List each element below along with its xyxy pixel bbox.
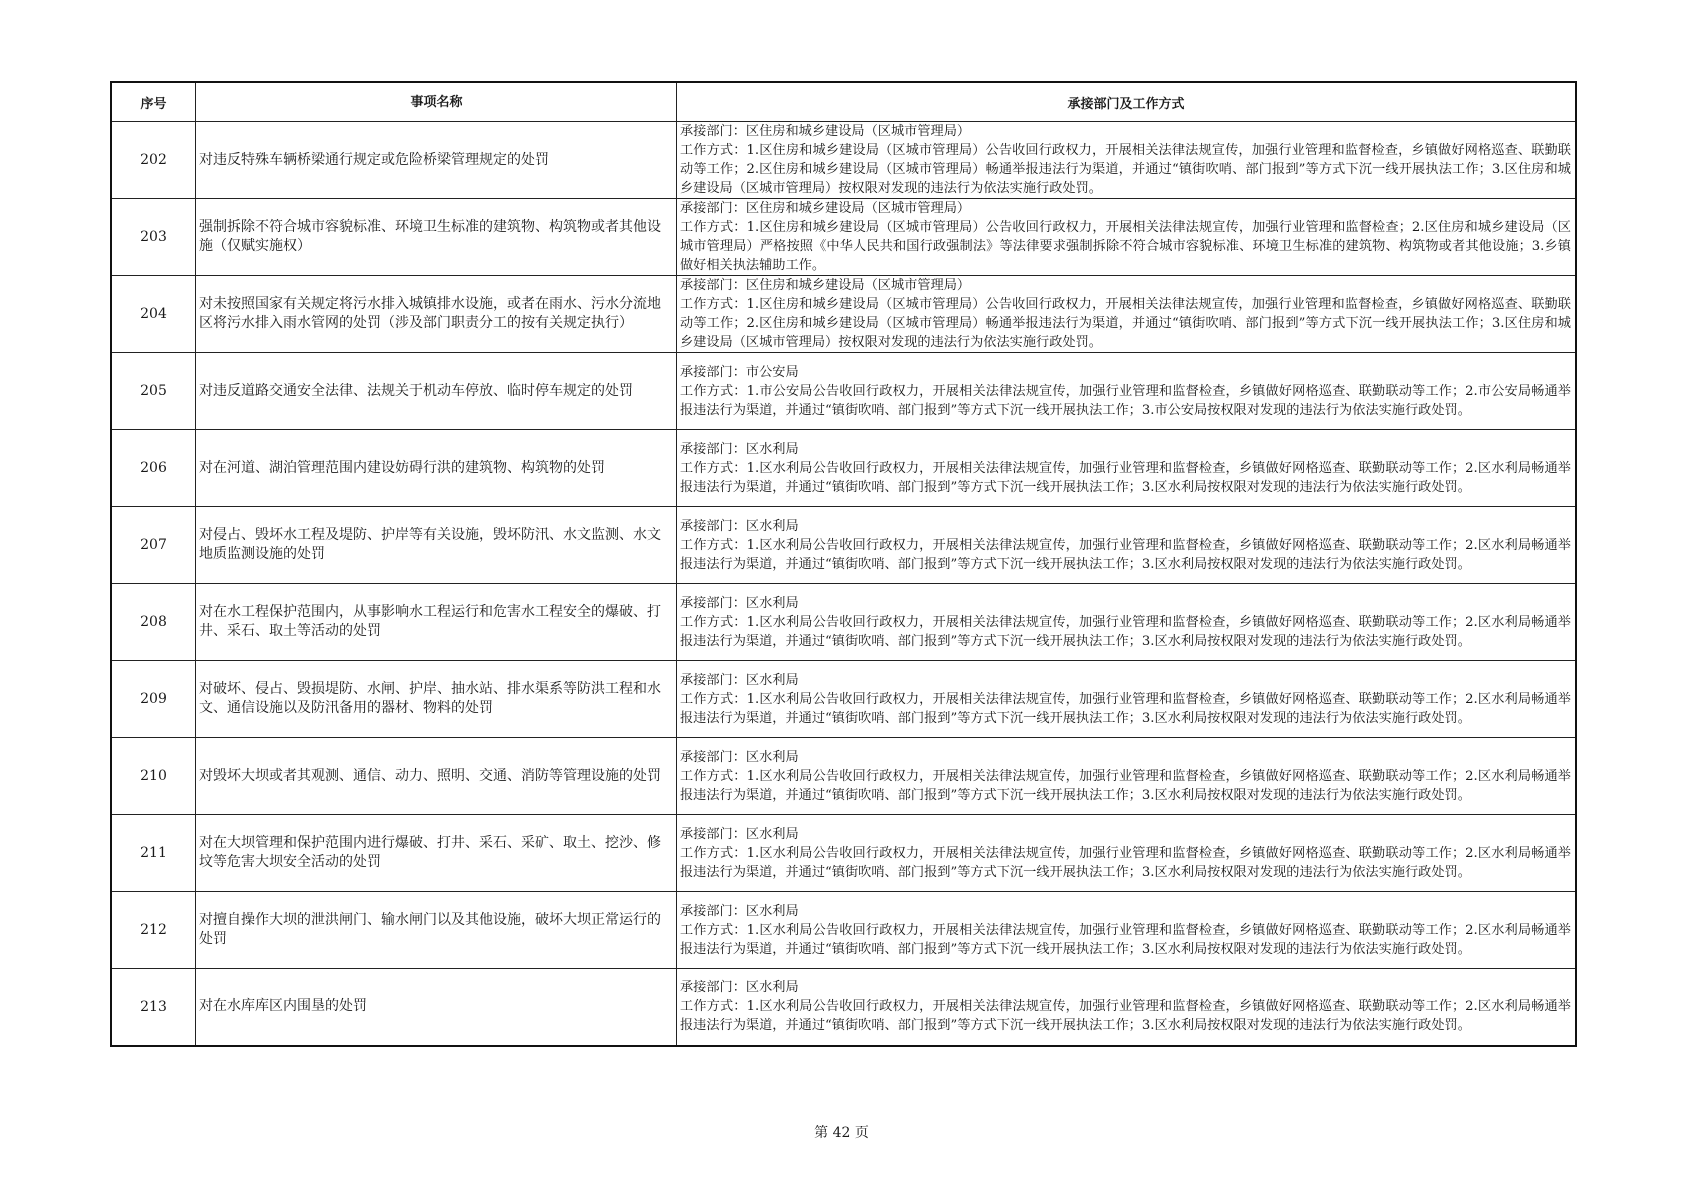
receiving-department: 承接部门：区住房和城乡建设局（区城市管理局） — [680, 201, 971, 216]
row-item-name: 对在水工程保护范围内，从事影响水工程运行和危害水工程安全的爆破、打井、采石、取土等活动的处罚 — [196, 584, 677, 661]
table-row — [111, 738, 1576, 815]
working-method: 工作方式：1.区住房和城乡建设局（区城市管理局）公告收回行政权力，开展相关法律法规宣传，加强行业管理和监督检查；2.区住房和城乡建设局（区城市管理局）严格按照《中华人民共和国行政强制法》等法律要求强制拆除不符合城市容貌标准、环境卫生标准的建筑物、构筑物或者其他设施；3.乡镇做好相关执法辅助工作。 — [680, 220, 1571, 273]
working-method: 工作方式：1.区住房和城乡建设局（区城市管理局）公告收回行政权力，开展相关法律法规宣传，加强行业管理和监督检查，乡镇做好网格巡查、联勤联动等工作；2.区住房和城乡建设局（区城市管理局）畅通举报违法行为渠道，并通过“镇街吹哨、部门报到”等方式下沉一线开展执法工作；3.区住房和城乡建设局（区城市管理局）按权限对发现的违法行为依法实施行政处罚。 — [680, 143, 1571, 196]
row-serial-number: 206 — [111, 430, 196, 507]
row-item-name: 对违反特殊车辆桥梁通行规定或危险桥梁管理规定的处罚 — [196, 122, 677, 199]
matters-table — [110, 81, 1577, 1047]
row-department-method — [677, 507, 1577, 584]
receiving-department: 承接部门：区水利局 — [680, 672, 799, 688]
table-row — [111, 122, 1576, 199]
receiving-department: 承接部门：区水利局 — [680, 980, 799, 996]
row-serial-number: 202 — [111, 122, 196, 199]
header-department-method: 承接部门及工作方式 — [677, 82, 1577, 122]
row-department-method — [677, 738, 1577, 815]
row-item-name: 对违反道路交通安全法律、法规关于机动车停放、临时停车规定的处罚 — [196, 353, 677, 430]
row-department-method — [677, 969, 1577, 1046]
row-item-name: 对在水库库区内围垦的处罚 — [196, 969, 677, 1046]
receiving-department: 承接部门：市公安局 — [680, 364, 799, 380]
receiving-department: 承接部门：区水利局 — [680, 903, 799, 919]
row-serial-number: 205 — [111, 353, 196, 430]
working-method: 工作方式：1.区水利局公告收回行政权力，开展相关法律法规宣传，加强行业管理和监督检查，乡镇做好网格巡查、联勤联动等工作；2.区水利局畅通举报违法行为渠道，并通过“镇街吹哨、部门报到”等方式下沉一线开展执法工作；3.区水利局按权限对发现的违法行为依法实施行政处罚。 — [680, 922, 1571, 957]
working-method: 工作方式：1.区水利局公告收回行政权力，开展相关法律法规宣传，加强行业管理和监督检查，乡镇做好网格巡查、联勤联动等工作；2.区水利局畅通举报违法行为渠道，并通过“镇街吹哨、部门报到”等方式下沉一线开展执法工作；3.区水利局按权限对发现的违法行为依法实施行政处罚。 — [680, 845, 1571, 880]
table-row — [111, 507, 1576, 584]
table-row — [111, 353, 1576, 430]
table-row — [111, 969, 1576, 1046]
row-department-method — [677, 430, 1577, 507]
row-department-method — [677, 584, 1577, 661]
row-serial-number: 208 — [111, 584, 196, 661]
row-department-method — [677, 892, 1577, 969]
row-serial-number: 207 — [111, 507, 196, 584]
row-department-method — [677, 122, 1577, 199]
receiving-department: 承接部门：区水利局 — [680, 441, 799, 457]
table-row — [111, 430, 1576, 507]
table-body — [111, 122, 1576, 1046]
page-number: 第 42 页 — [814, 1125, 869, 1141]
receiving-department: 承接部门：区水利局 — [680, 826, 799, 842]
table-row — [111, 276, 1576, 353]
table-row — [111, 815, 1576, 892]
receiving-department: 承接部门：区水利局 — [680, 595, 799, 611]
working-method: 工作方式：1.区水利局公告收回行政权力，开展相关法律法规宣传，加强行业管理和监督检查，乡镇做好网格巡查、联勤联动等工作；2.区水利局畅通举报违法行为渠道，并通过“镇街吹哨、部门报到”等方式下沉一线开展执法工作；3.区水利局按权限对发现的违法行为依法实施行政处罚。 — [680, 768, 1571, 803]
row-serial-number: 213 — [111, 969, 196, 1046]
row-serial-number: 210 — [111, 738, 196, 815]
working-method: 工作方式：1.区住房和城乡建设局（区城市管理局）公告收回行政权力，开展相关法律法规宣传，加强行业管理和监督检查，乡镇做好网格巡查、联勤联动等工作；2.区住房和城乡建设局（区城市管理局）畅通举报违法行为渠道，并通过“镇街吹哨、部门报到”等方式下沉一线开展执法工作；3.区住房和城乡建设局（区城市管理局）按权限对发现的违法行为依法实施行政处罚。 — [680, 297, 1571, 350]
row-serial-number: 209 — [111, 661, 196, 738]
row-department-method — [677, 661, 1577, 738]
row-item-name: 对破坏、侵占、毁损堤防、水闸、护岸、抽水站、排水渠系等防洪工程和水文、通信设施以及防汛备用的器材、物料的处罚 — [196, 661, 677, 738]
row-department-method — [677, 276, 1577, 353]
table-row — [111, 892, 1576, 969]
working-method: 工作方式：1.区水利局公告收回行政权力，开展相关法律法规宣传，加强行业管理和监督检查，乡镇做好网格巡查、联勤联动等工作；2.区水利局畅通举报违法行为渠道，并通过“镇街吹哨、部门报到”等方式下沉一线开展执法工作；3.区水利局按权限对发现的违法行为依法实施行政处罚。 — [680, 537, 1571, 572]
receiving-department: 承接部门：区住房和城乡建设局（区城市管理局） — [680, 278, 971, 293]
row-item-name: 对在大坝管理和保护范围内进行爆破、打井、采石、采矿、取土、挖沙、修坟等危害大坝安全活动的处罚 — [196, 815, 677, 892]
row-department-method — [677, 199, 1577, 276]
receiving-department: 承接部门：区住房和城乡建设局（区城市管理局） — [680, 124, 971, 139]
receiving-department: 承接部门：区水利局 — [680, 749, 799, 765]
working-method: 工作方式：1.区水利局公告收回行政权力，开展相关法律法规宣传，加强行业管理和监督检查，乡镇做好网格巡查、联勤联动等工作；2.区水利局畅通举报违法行为渠道，并通过“镇街吹哨、部门报到”等方式下沉一线开展执法工作；3.区水利局按权限对发现的违法行为依法实施行政处罚。 — [680, 691, 1571, 726]
row-serial-number: 204 — [111, 276, 196, 353]
receiving-department: 承接部门：区水利局 — [680, 518, 799, 534]
working-method: 工作方式：1.区水利局公告收回行政权力，开展相关法律法规宣传，加强行业管理和监督检查，乡镇做好网格巡查、联勤联动等工作；2.区水利局畅通举报违法行为渠道，并通过“镇街吹哨、部门报到”等方式下沉一线开展执法工作；3.区水利局按权限对发现的违法行为依法实施行政处罚。 — [680, 614, 1571, 649]
table-row — [111, 199, 1576, 276]
row-item-name: 对擅自操作大坝的泄洪闸门、输水闸门以及其他设施，破坏大坝正常运行的处罚 — [196, 892, 677, 969]
header-item-name: 事项名称 — [196, 82, 677, 122]
row-serial-number: 203 — [111, 199, 196, 276]
table-row — [111, 661, 1576, 738]
row-item-name: 对在河道、湖泊管理范围内建设妨碍行洪的建筑物、构筑物的处罚 — [196, 430, 677, 507]
row-department-method — [677, 353, 1577, 430]
row-item-name: 对未按照国家有关规定将污水排入城镇排水设施，或者在雨水、污水分流地区将污水排入雨水管网的处罚（涉及部门职责分工的按有关规定执行） — [196, 276, 677, 353]
header-serial-number: 序号 — [111, 82, 196, 122]
row-serial-number: 212 — [111, 892, 196, 969]
working-method: 工作方式：1.区水利局公告收回行政权力，开展相关法律法规宣传，加强行业管理和监督检查，乡镇做好网格巡查、联勤联动等工作；2.区水利局畅通举报违法行为渠道，并通过“镇街吹哨、部门报到”等方式下沉一线开展执法工作；3.区水利局按权限对发现的违法行为依法实施行政处罚。 — [680, 999, 1571, 1034]
table-header-row — [111, 82, 1576, 122]
working-method: 工作方式：1.市公安局公告收回行政权力，开展相关法律法规宣传，加强行业管理和监督检查，乡镇做好网格巡查、联勤联动等工作；2.市公安局畅通举报违法行为渠道，并通过“镇街吹哨、部门报到”等方式下沉一线开展执法工作；3.市公安局按权限对发现的违法行为依法实施行政处罚。 — [680, 383, 1571, 418]
row-item-name: 对侵占、毁坏水工程及堤防、护岸等有关设施，毁坏防汛、水文监测、水文地质监测设施的处罚 — [196, 507, 677, 584]
working-method: 工作方式：1.区水利局公告收回行政权力，开展相关法律法规宣传，加强行业管理和监督检查，乡镇做好网格巡查、联勤联动等工作；2.区水利局畅通举报违法行为渠道，并通过“镇街吹哨、部门报到”等方式下沉一线开展执法工作；3.区水利局按权限对发现的违法行为依法实施行政处罚。 — [680, 460, 1571, 495]
table-row — [111, 584, 1576, 661]
row-item-name: 强制拆除不符合城市容貌标准、环境卫生标准的建筑物、构筑物或者其他设施（仅赋实施权） — [196, 199, 677, 276]
row-department-method — [677, 815, 1577, 892]
row-serial-number: 211 — [111, 815, 196, 892]
row-item-name: 对毁坏大坝或者其观测、通信、动力、照明、交通、消防等管理设施的处罚 — [196, 738, 677, 815]
